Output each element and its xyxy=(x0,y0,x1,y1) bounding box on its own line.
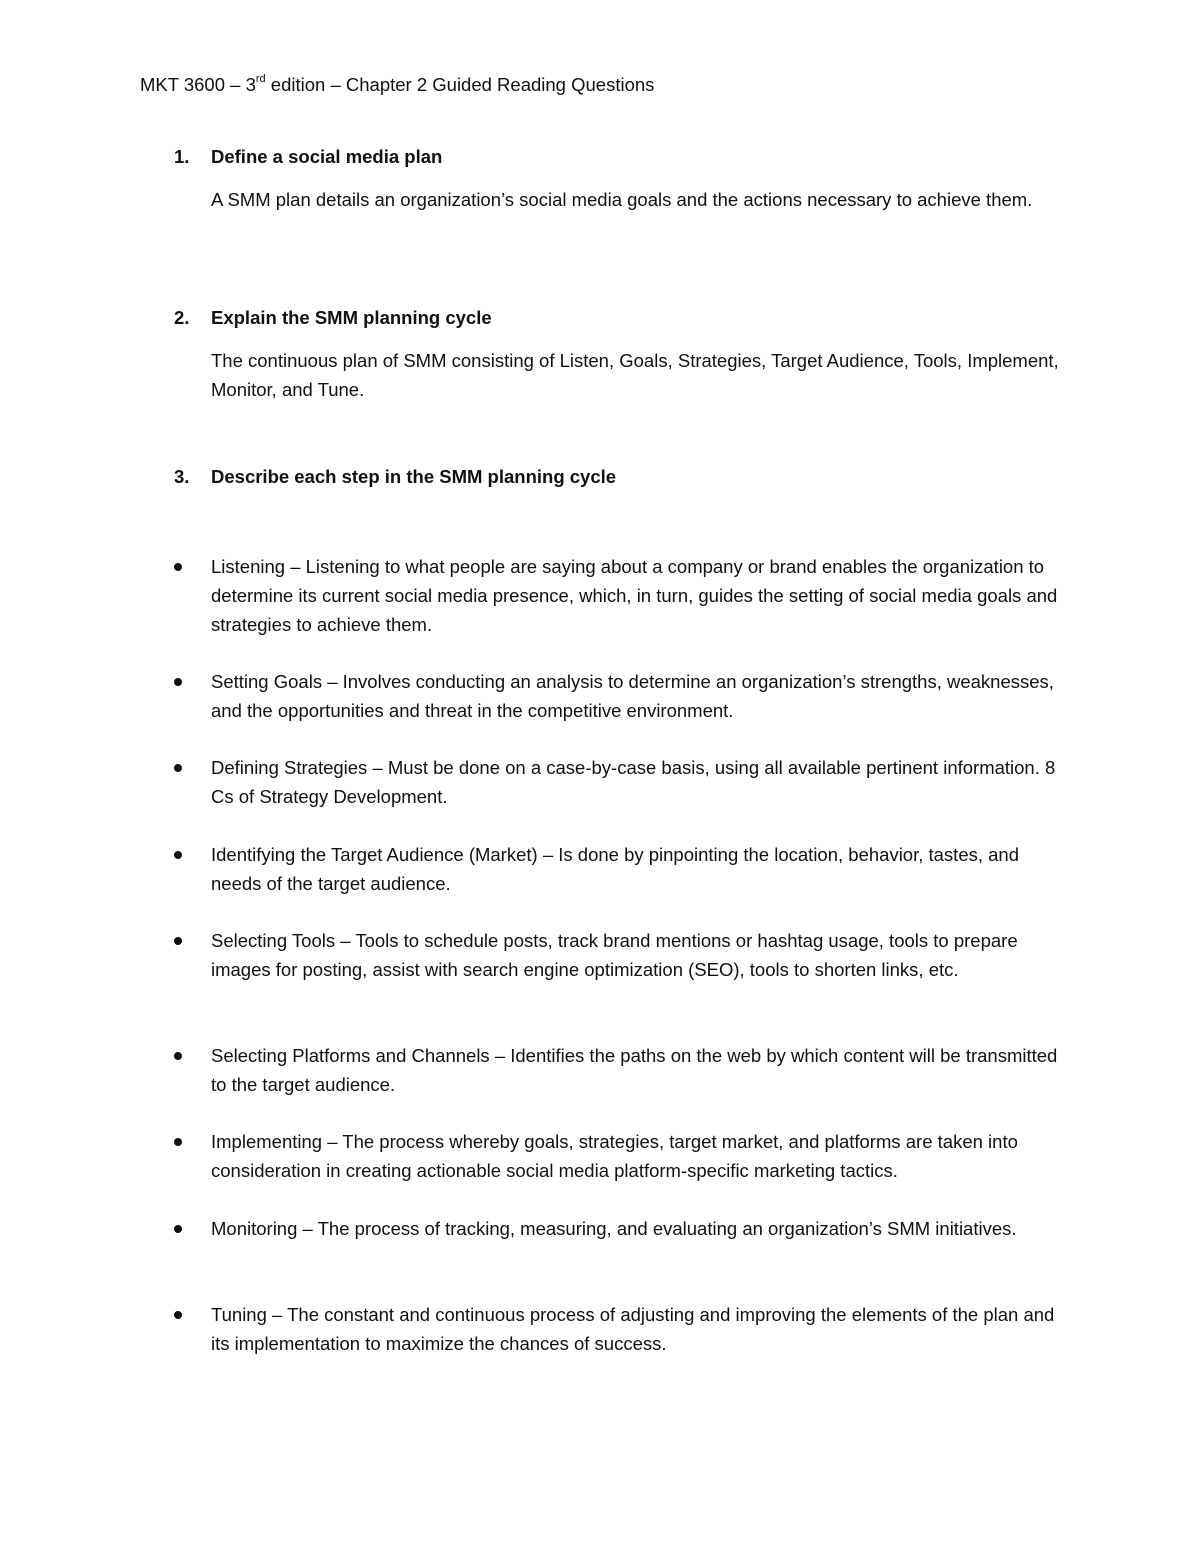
question-number: 3. xyxy=(174,466,190,487)
header-superscript: rd xyxy=(255,72,266,85)
step-text: Defining Strategies – Must be done on a case-by-case basis, using all available pertinent information. 8 Cs of Strategy Development. xyxy=(211,757,1056,807)
question-1 xyxy=(174,143,442,171)
bullet-icon xyxy=(174,678,182,686)
step-text: Tuning – The constant and continuous process of adjusting and improving the elements of the plan and its implementation to maximize the chances of success. xyxy=(211,1304,1055,1354)
answer-2: The continuous plan of SMM consisting of Listen, Goals, Strategies, Target Audience, Tools, Implement, Monitor, and Tune. xyxy=(211,350,1059,400)
header-title: edition – Chapter 2 Guided Reading Questions xyxy=(265,74,655,95)
question-3 xyxy=(174,463,616,491)
question-2 xyxy=(174,304,492,332)
bullet-icon xyxy=(174,1052,182,1060)
bullet-icon xyxy=(174,764,182,772)
step-text: Monitoring – The process of tracking, measuring, and evaluating an organization’s SMM initiatives. xyxy=(211,1218,1017,1239)
bullet-icon xyxy=(174,563,182,571)
answer-1: A SMM plan details an organization’s social media goals and the actions necessary to achieve them. xyxy=(211,189,1033,210)
step-text: Selecting Platforms and Channels – Identifies the paths on the web by which content will be transmitted to the target audience. xyxy=(211,1045,1058,1095)
bullet-icon xyxy=(174,1311,182,1319)
question-title: Describe each step in the SMM planning cycle xyxy=(211,466,617,487)
step-text: Listening – Listening to what people are saying about a company or brand enables the organization to determine its current social media presence, which, in turn, guides the setting of social media goals and strategies to achieve them. xyxy=(211,556,1058,635)
step-text: Implementing – The process whereby goals, strategies, target market, and platforms are taken into consideration in creating actionable social media platform-specific marketing tactics. xyxy=(211,1131,1018,1181)
bullet-icon xyxy=(174,851,182,859)
step-text: Identifying the Target Audience (Market) – Is done by pinpointing the location, behavior, tastes, and needs of the target audience. xyxy=(211,844,1020,894)
header-course: MKT 3600 – 3 xyxy=(140,74,256,95)
step-text: Selecting Tools – Tools to schedule posts, track brand mentions or hashtag usage, tools to prepare images for posting, assist with search engine optimization (SEO), tools to shorten links, etc. xyxy=(211,930,1018,980)
question-number: 1. xyxy=(174,146,190,167)
document-header xyxy=(140,72,654,98)
bullet-icon xyxy=(174,937,182,945)
question-number: 2. xyxy=(174,307,190,328)
bullet-icon xyxy=(174,1138,182,1146)
step-text: Setting Goals – Involves conducting an analysis to determine an organization’s strengths, weaknesses, and the opportunities and threat in the competitive environment. xyxy=(211,671,1054,721)
question-title: Explain the SMM planning cycle xyxy=(211,307,492,328)
question-title: Define a social media plan xyxy=(211,146,443,167)
bullet-icon xyxy=(174,1225,182,1233)
